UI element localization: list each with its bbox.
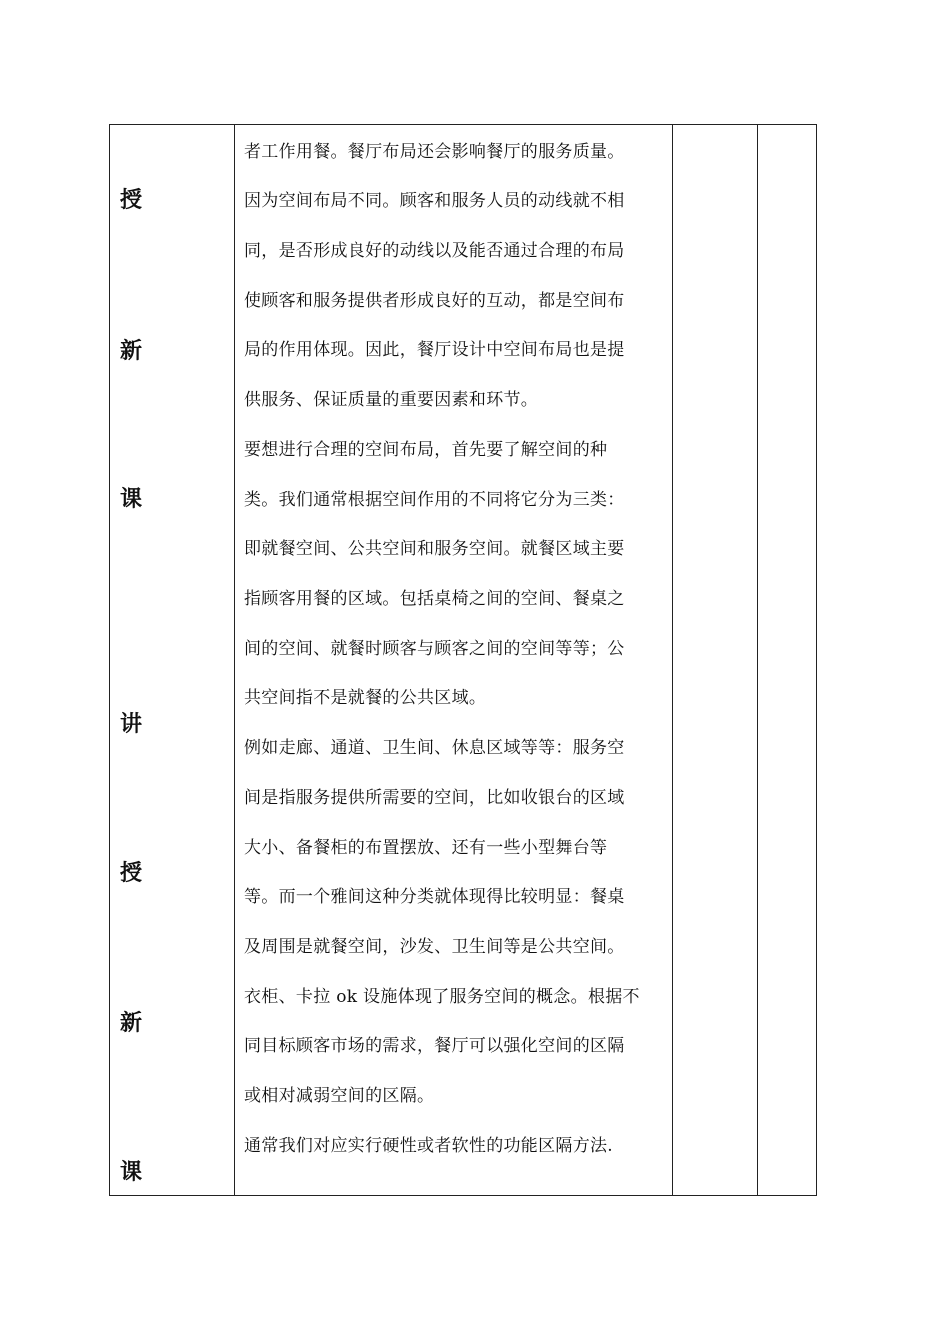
content-line: 通常我们对应实行硬性或者软性的功能区隔方法. xyxy=(244,1136,614,1156)
content-line: 局的作用体现。因此，餐厅设计中空间布局也是提 xyxy=(244,340,625,360)
content-line: 衣柜、卡拉 ok 设施体现了服务空间的概念。根据不 xyxy=(244,987,640,1007)
side-label-char: 授 xyxy=(120,861,143,886)
content-line: 及周围是就餐空间，沙发、卫生间等是公共空间。 xyxy=(244,937,625,957)
side-label-char: 授 xyxy=(120,188,143,213)
content-line: 同目标顾客市场的需求，餐厅可以强化空间的区隔 xyxy=(244,1036,625,1056)
content-line: 例如走廊、通道、卫生间、休息区域等等：服务空 xyxy=(244,738,625,758)
column-divider-3 xyxy=(757,125,758,1195)
content-line: 间是指服务提供所需要的空间，比如收银台的区域 xyxy=(244,788,625,808)
side-label-char: 新 xyxy=(120,339,143,364)
content-line: 或相对减弱空间的区隔。 xyxy=(244,1086,435,1106)
content-line: 要想进行合理的空间布局，首先要了解空间的种 xyxy=(244,440,608,460)
content-line: 因为空间布局不同。顾客和服务人员的动线就不相 xyxy=(244,191,625,211)
side-label-char: 讲 xyxy=(120,712,143,737)
side-label-char: 新 xyxy=(120,1011,143,1036)
content-line: 即就餐空间、公共空间和服务空间。就餐区域主要 xyxy=(244,539,625,559)
content-line: 指顾客用餐的区域。包括桌椅之间的空间、餐桌之 xyxy=(244,589,625,609)
content-line: 者工作用餐。餐厅布局还会影响餐厅的服务质量。 xyxy=(244,142,625,162)
lesson-table xyxy=(109,124,817,1196)
content-line: 类。我们通常根据空间作用的不同将它分为三类： xyxy=(244,490,625,510)
side-label-char: 课 xyxy=(120,487,143,512)
column-divider-2 xyxy=(672,125,673,1195)
content-line: 等。而一个雅间这种分类就体现得比较明显：餐桌 xyxy=(244,887,625,907)
side-label-column xyxy=(110,125,235,1195)
content-line: 间的空间、就餐时顾客与顾客之间的空间等等；公 xyxy=(244,639,625,659)
side-label-char: 课 xyxy=(120,1160,143,1185)
content-line: 供服务、保证质量的重要因素和环节。 xyxy=(244,390,539,410)
content-line: 大小、备餐柜的布置摆放、还有一些小型舞台等 xyxy=(244,838,608,858)
content-line: 使顾客和服务提供者形成良好的互动，都是空间布 xyxy=(244,291,625,311)
content-line: 同，是否形成良好的动线以及能否通过合理的布局 xyxy=(244,241,625,261)
content-line: 共空间指不是就餐的公共区域。 xyxy=(244,688,487,708)
